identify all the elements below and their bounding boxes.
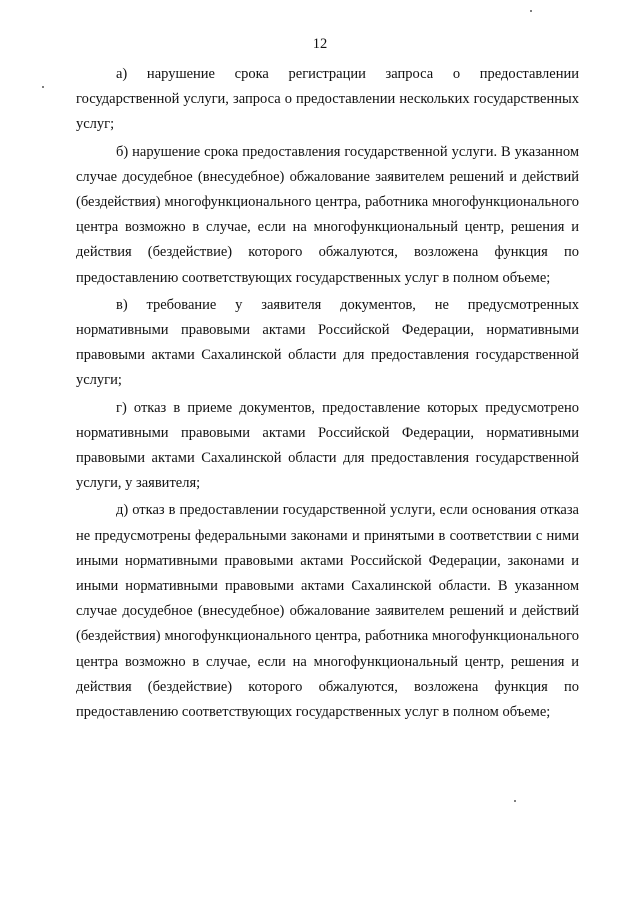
scan-speck: [514, 800, 516, 802]
document-body: [76, 62, 579, 725]
paragraph-b: б) нарушение срока предоставления государственной услуги. В указанном случае досудебное (внесудебное) обжалование заявителем решений и действий (бездействия) многофункционального центра, работника многофункционального центра возможно в случае, если на многофункциональный центр, решения и действия (бездействие) которого обжалуются, возложена функция по предоставлению соответствующих государственных услуг в полном объеме;: [76, 143, 579, 286]
scan-speck: [42, 86, 44, 88]
page-number: 12: [312, 36, 328, 52]
paragraph-a: а) нарушение срока регистрации запроса о предоставлении государственной услуги, запроса о предоставлении нескольких государственных услуг;: [76, 66, 579, 133]
paragraph-g: г) отказ в приеме документов, предоставление которых предусмотрено нормативными правовыми актами Российской Федерации, нормативными правовыми актами Сахалинской области для предоставления государственной услуги, у заявителя;: [76, 399, 579, 492]
paragraph-v: в) требование у заявителя документов, не предусмотренных нормативными правовыми актами Российской Федерации, нормативными правовыми актами Сахалинской области для предоставления государственной услуги;: [76, 296, 579, 389]
scan-speck: [530, 10, 532, 12]
paragraph-d: д) отказ в предоставлении государственной услуги, если основания отказа не предусмотрены федеральными законами и принятыми в соответствии с ними иными нормативными правовыми актами Российской Федерации, законами и иными нормативными правовыми актами Сахалинской области. В указанном случае досудебное (внесудебное) обжалование заявителем решений и действий (бездействия) многофункционального центра, работника многофункционального центра возможно в случае, если на многофункциональный центр, решения и действия (бездействие) которого обжалуются, возложена функция по предоставлению соответствующих государственных услуг в полном объеме;: [76, 502, 579, 721]
